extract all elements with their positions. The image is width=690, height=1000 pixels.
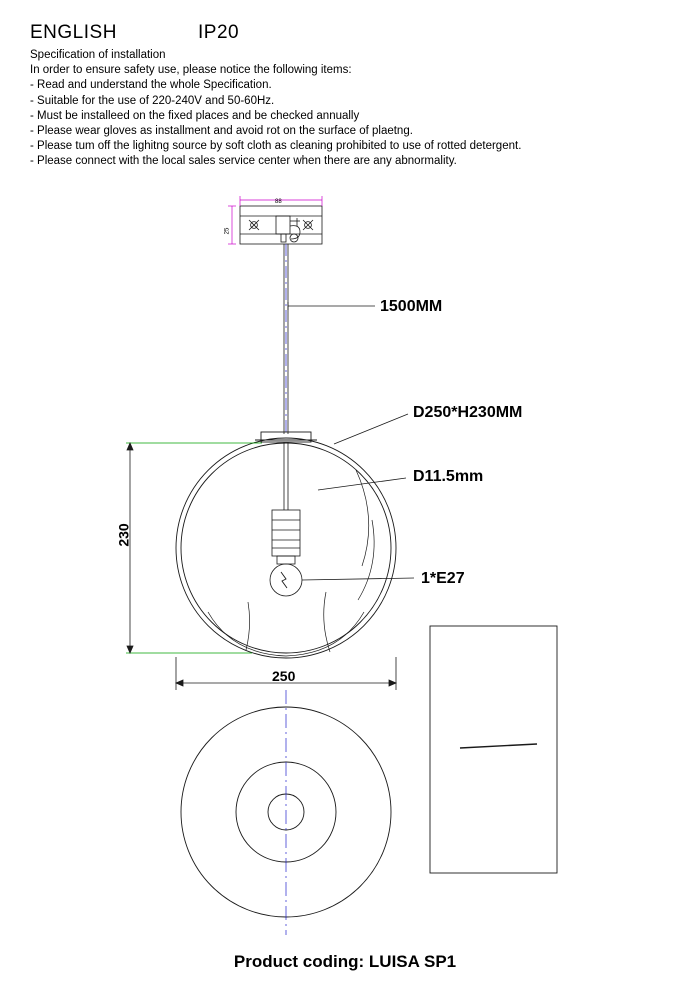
specification-item: - Read and understand the whole Specification. bbox=[30, 79, 272, 92]
specification-block bbox=[30, 48, 660, 170]
product-coding: Product coding: LUISA SP1 bbox=[233, 952, 457, 971]
specification-item: - Must be installeed on the fixed places and be checked annually bbox=[30, 109, 360, 122]
specification-item: - Please wear gloves as installment and avoid rot on the surface of plaetng. bbox=[30, 125, 413, 138]
ip-rating-label: IP20 bbox=[198, 22, 240, 43]
callout-shade-size: D250*H230MM bbox=[413, 404, 523, 421]
shade-callout-leaders bbox=[302, 414, 414, 580]
specification-title: Specification of installation bbox=[30, 49, 166, 61]
height-dimension bbox=[126, 443, 262, 653]
callout-canopy-diameter: D11.5mm bbox=[413, 468, 484, 485]
side-view-rectangle bbox=[430, 626, 557, 873]
dimension-bracket-width: 88 bbox=[275, 199, 282, 205]
header-row bbox=[30, 22, 650, 46]
dimension-bracket-height: 25 bbox=[224, 227, 231, 235]
specification-item: - Suitable for the use of 220-240V and 50-60Hz. bbox=[30, 94, 275, 107]
dimension-width: 250 bbox=[272, 668, 296, 684]
plan-view bbox=[181, 707, 391, 917]
cord-length-leader bbox=[288, 302, 375, 310]
specification-item: - Please tum off the lighitng source by soft cloth as cleaning prohibited to use of rotted detergent. bbox=[30, 140, 522, 153]
bulb bbox=[270, 564, 302, 596]
suspension-cord bbox=[284, 244, 288, 434]
specification-intro: In order to ensure safety use, please notice the following items: bbox=[30, 64, 352, 77]
language-label: ENGLISH bbox=[30, 22, 117, 43]
ceiling-bracket-detail bbox=[240, 206, 322, 244]
dimension-height: 230 bbox=[115, 523, 132, 547]
lamp-holder bbox=[272, 442, 300, 564]
height-dimension-arrows bbox=[127, 443, 133, 653]
glass-shade bbox=[176, 432, 396, 658]
specification-item: - Please connect with the local sales service center when there are any abnormality. bbox=[30, 155, 457, 168]
callout-socket: 1*E27 bbox=[421, 570, 465, 587]
callout-cord-length: 1500MM bbox=[380, 298, 443, 315]
